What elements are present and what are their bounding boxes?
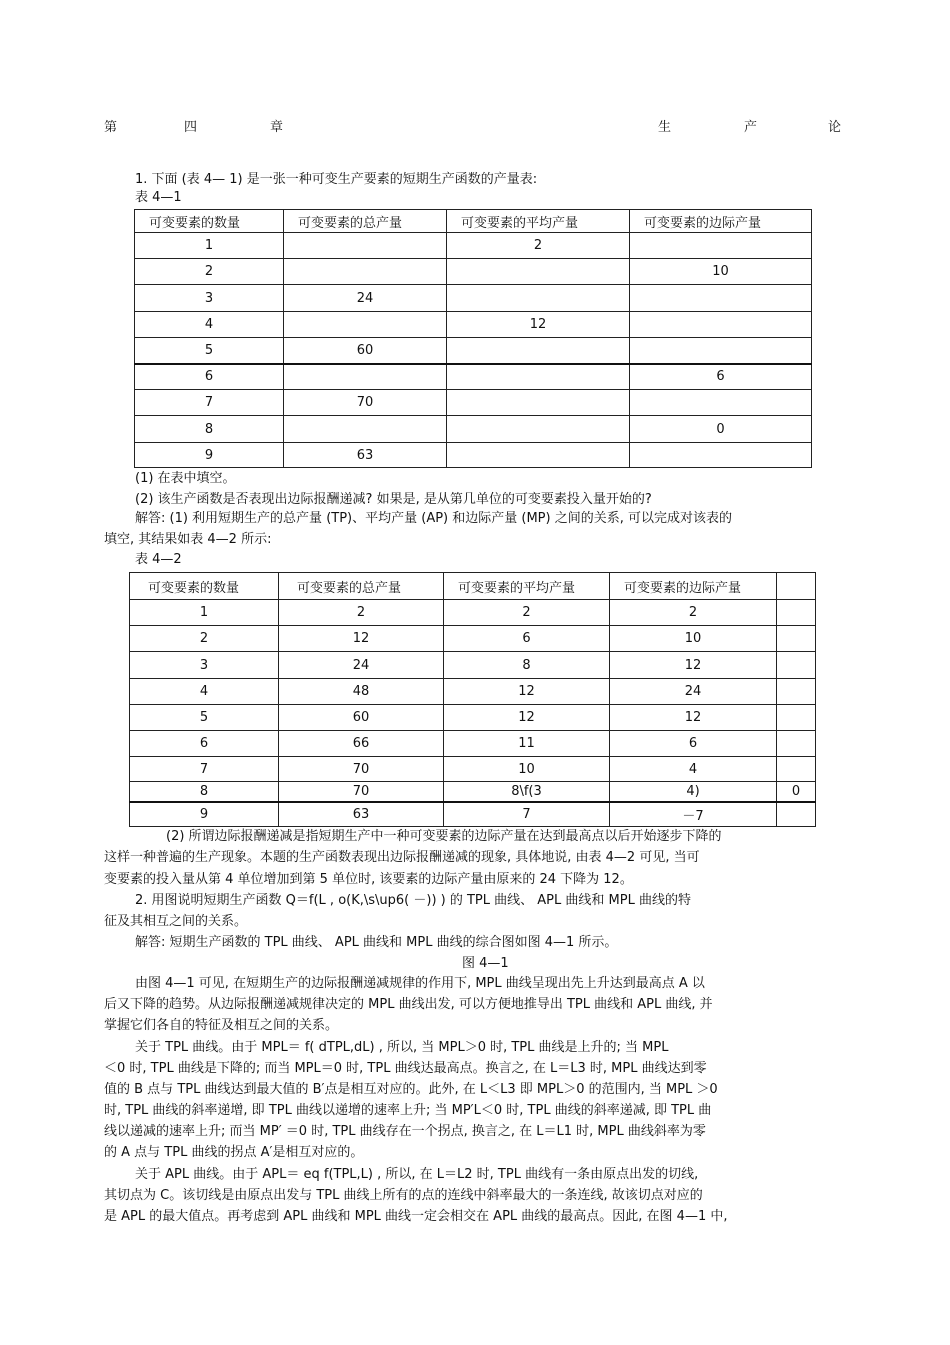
q2-p3-line: 是 APL 的最大值点。再考虑到 APL 曲线和 MPL 曲线一定会相交在 APL 曲线的最高点。因此, 在图 4—1 中, xyxy=(104,1209,728,1224)
chapter-char: 第 xyxy=(104,120,118,135)
q2-p3-line: 关于 APL 曲线。由于 APL＝ eq f(TPL,L) , 所以, 在 L＝L2 时, TPL 曲线有一条由原点出发的切线, xyxy=(135,1167,699,1182)
table-cell xyxy=(777,600,816,626)
table-row xyxy=(135,443,812,468)
table-header-cell: 可变要素的边际产量 xyxy=(610,573,777,600)
table-cell: 6 xyxy=(444,626,610,652)
table-cell: 10 xyxy=(630,259,812,285)
q2-p2-line: 值的 B 点与 TPL 曲线达到最大值的 B′点是相互对应的。此外, 在 L＜L3 即 MPL＞0 的范围内, 当 MPL ＞0 xyxy=(104,1082,718,1097)
table-cell: 66 xyxy=(279,731,444,757)
table-header-cell: 可变要素的平均产量 xyxy=(447,210,630,233)
table-cell xyxy=(777,626,816,652)
table-4-2 xyxy=(129,572,816,827)
table-header-cell: 可变要素的边际产量 xyxy=(630,210,812,233)
q2-p2-line: 的 A 点与 TPL 曲线的拐点 A′是相互对应的。 xyxy=(104,1145,364,1160)
table-row xyxy=(130,652,816,679)
table-cell xyxy=(447,416,630,443)
table-cell: 6 xyxy=(135,364,284,390)
table-cell xyxy=(630,443,812,468)
table-cell: 2 xyxy=(444,600,610,626)
figure-caption: 图 4—1 xyxy=(462,956,509,971)
table-cell xyxy=(777,679,816,705)
table-header-cell: 可变要素的数量 xyxy=(135,210,284,233)
chapter-char: 生 xyxy=(658,120,672,135)
q1-p2-line3: 变要素的投入量从第 4 单位增加到第 5 单位时, 该要素的边际产量由原来的 24 下降为 12。 xyxy=(104,872,633,887)
table-cell: 48 xyxy=(279,679,444,705)
table-row xyxy=(130,802,816,827)
table-4-1 xyxy=(134,209,812,468)
q2-p1-line: 由图 4—1 可见, 在短期生产的边际报酬递减规律的作用下, MPL 曲线呈现出先上升达到最高点 A 以 xyxy=(135,976,705,991)
table-cell: 63 xyxy=(284,443,447,468)
table-cell: 12 xyxy=(610,652,777,679)
table-cell xyxy=(447,443,630,468)
table-cell: 12 xyxy=(444,679,610,705)
table-cell xyxy=(630,233,812,259)
table-cell xyxy=(284,312,447,338)
table-cell xyxy=(447,390,630,416)
table-cell xyxy=(284,416,447,443)
chapter-heading xyxy=(104,116,842,134)
q1-p2-line1: (2) 所谓边际报酬递减是指短期生产中一种可变要素的边际产量在达到最高点以后开始逐步下降的 xyxy=(166,829,722,844)
table-cell xyxy=(777,705,816,731)
table-row xyxy=(135,259,812,285)
table-cell xyxy=(630,285,812,312)
table-cell: 5 xyxy=(135,338,284,364)
table-cell: 1 xyxy=(135,233,284,259)
table-cell: 2 xyxy=(135,259,284,285)
q1-sub1: (1) 在表中填空。 xyxy=(135,471,236,486)
table-row xyxy=(135,233,812,259)
table-row xyxy=(130,705,816,731)
table-cell: 9 xyxy=(130,802,279,827)
table-cell: 8 xyxy=(135,416,284,443)
table-header-row xyxy=(135,210,812,233)
q2-answer: 解答: 短期生产函数的 TPL 曲线、 APL 曲线和 MPL 曲线的综合图如图 4—1 所示。 xyxy=(135,935,618,950)
table-cell: 8 xyxy=(130,782,279,802)
table-cell: －7 xyxy=(610,802,777,827)
table-row xyxy=(135,390,812,416)
table-cell: 60 xyxy=(279,705,444,731)
table-cell: 24 xyxy=(610,679,777,705)
table-cell: 8 xyxy=(444,652,610,679)
table-header-row xyxy=(130,573,816,600)
table-row xyxy=(130,757,816,782)
chapter-char: 四 xyxy=(184,120,198,135)
table-cell: 12 xyxy=(447,312,630,338)
table-cell: 24 xyxy=(284,285,447,312)
table-cell: 70 xyxy=(279,757,444,782)
table-cell: 70 xyxy=(279,782,444,802)
table-cell: 4 xyxy=(610,757,777,782)
table-cell: 12 xyxy=(610,705,777,731)
table-cell: 0 xyxy=(630,416,812,443)
q2-p3-line: 其切点为 C。该切线是由原点出发与 TPL 曲线上所有的点的连线中斜率最大的一条连线, 故该切点对应的 xyxy=(104,1188,703,1203)
table-cell: 1 xyxy=(130,600,279,626)
table-cell: 5 xyxy=(130,705,279,731)
table-header-cell: 可变要素的总产量 xyxy=(279,573,444,600)
table-row xyxy=(130,731,816,757)
table1-caption: 表 4—1 xyxy=(135,190,182,205)
q2-p2-line: 线以递减的速率上升; 而当 MP′ ＝0 时, TPL 曲线存在一个拐点, 换言之, 在 L＝L1 时, MPL 曲线斜率为零 xyxy=(104,1124,706,1139)
table-cell: 12 xyxy=(279,626,444,652)
q1-answer-line2: 填空, 其结果如表 4—2 所示: xyxy=(104,532,272,547)
table-cell: 0 xyxy=(777,782,816,802)
table-cell xyxy=(630,390,812,416)
table-cell: 63 xyxy=(279,802,444,827)
q1-p2-line2: 这样一种普遍的生产现象。本题的生产函数表现出边际报酬递减的现象, 具体地说, 由表 4—2 可见, 当可 xyxy=(104,850,700,865)
table-cell: 10 xyxy=(444,757,610,782)
table-cell xyxy=(630,338,812,364)
table-cell xyxy=(447,364,630,390)
table-cell: 7 xyxy=(130,757,279,782)
table-row xyxy=(130,679,816,705)
q2-p2-line: 关于 TPL 曲线。由于 MPL＝ f( dTPL,dL) , 所以, 当 MPL＞0 时, TPL 曲线是上升的; 当 MPL xyxy=(135,1040,669,1055)
q2-line1: 2. 用图说明短期生产函数 Q＝f(L , o(K,\s\up6( －)) ) 的 TPL 曲线、 APL 曲线和 MPL 曲线的特 xyxy=(135,893,691,908)
table-row xyxy=(135,338,812,364)
table-cell: 9 xyxy=(135,443,284,468)
table-cell: 6 xyxy=(130,731,279,757)
table-cell: 2 xyxy=(447,233,630,259)
table-row xyxy=(135,285,812,312)
table-cell: 3 xyxy=(130,652,279,679)
q2-p2-line: 时, TPL 曲线的斜率递增, 即 TPL 曲线以递增的速率上升; 当 MP′L＜0 时, TPL 曲线的斜率递减, 即 TPL 曲 xyxy=(104,1103,712,1118)
table-cell xyxy=(284,233,447,259)
table-cell: 11 xyxy=(444,731,610,757)
table-cell: 2 xyxy=(610,600,777,626)
table-cell: 4 xyxy=(135,312,284,338)
table2-caption: 表 4—2 xyxy=(135,552,182,567)
table-cell xyxy=(777,802,816,827)
table-row xyxy=(135,312,812,338)
table-cell: 6 xyxy=(610,731,777,757)
table-cell xyxy=(447,259,630,285)
table-cell: 4 xyxy=(130,679,279,705)
table-row xyxy=(130,626,816,652)
table-cell: 6 xyxy=(630,364,812,390)
table-cell: 3 xyxy=(135,285,284,312)
table-row xyxy=(135,364,812,390)
chapter-char: 章 xyxy=(270,120,284,135)
q1-sub2: (2) 该生产函数是否表现出边际报酬递减? 如果是, 是从第几单位的可变要素投入量开始的? xyxy=(135,492,652,507)
table-cell: 10 xyxy=(610,626,777,652)
chapter-char: 论 xyxy=(828,120,842,135)
table-row xyxy=(130,782,816,802)
table-cell: 2 xyxy=(279,600,444,626)
chapter-char: 产 xyxy=(744,120,758,135)
q2-p2-line: ＜0 时, TPL 曲线是下降的; 而当 MPL＝0 时, TPL 曲线达最高点。换言之, 在 L＝L3 时, MPL 曲线达到零 xyxy=(104,1061,707,1076)
q2-line2: 征及其相互之间的关系。 xyxy=(104,914,248,929)
table-header-cell: 可变要素的数量 xyxy=(130,573,279,600)
table-cell: 24 xyxy=(279,652,444,679)
table-cell: 2 xyxy=(130,626,279,652)
table-cell: 4) xyxy=(610,782,777,802)
table-header-cell: 可变要素的总产量 xyxy=(284,210,447,233)
table-row xyxy=(135,416,812,443)
table-cell xyxy=(630,312,812,338)
table-cell xyxy=(284,259,447,285)
table-row xyxy=(130,600,816,626)
table-cell: 60 xyxy=(284,338,447,364)
table-header-cell xyxy=(777,573,816,600)
q1-answer-line1: 解答: (1) 利用短期生产的总产量 (TP)、平均产量 (AP) 和边际产量 (MP) 之间的关系, 可以完成对该表的 xyxy=(135,511,732,526)
table-header-cell: 可变要素的平均产量 xyxy=(444,573,610,600)
q1-intro: 1. 下面 (表 4— 1) 是一张一种可变生产要素的短期生产函数的产量表: xyxy=(135,172,538,187)
q2-p1-line: 后又下降的趋势。从边际报酬递减规律决定的 MPL 曲线出发, 可以方便地推导出 TPL 曲线和 APL 曲线, 并 xyxy=(104,997,713,1012)
table-cell: 7 xyxy=(135,390,284,416)
table-cell xyxy=(777,757,816,782)
table-cell xyxy=(284,364,447,390)
table-cell xyxy=(447,338,630,364)
table-cell: 8\f(3 xyxy=(444,782,610,802)
table-cell xyxy=(447,285,630,312)
q2-p1-line: 掌握它们各自的特征及相互之间的关系。 xyxy=(104,1018,339,1033)
table-cell xyxy=(777,731,816,757)
table-cell: 7 xyxy=(444,802,610,827)
table-cell: 70 xyxy=(284,390,447,416)
table-cell: 12 xyxy=(444,705,610,731)
table-cell xyxy=(777,652,816,679)
